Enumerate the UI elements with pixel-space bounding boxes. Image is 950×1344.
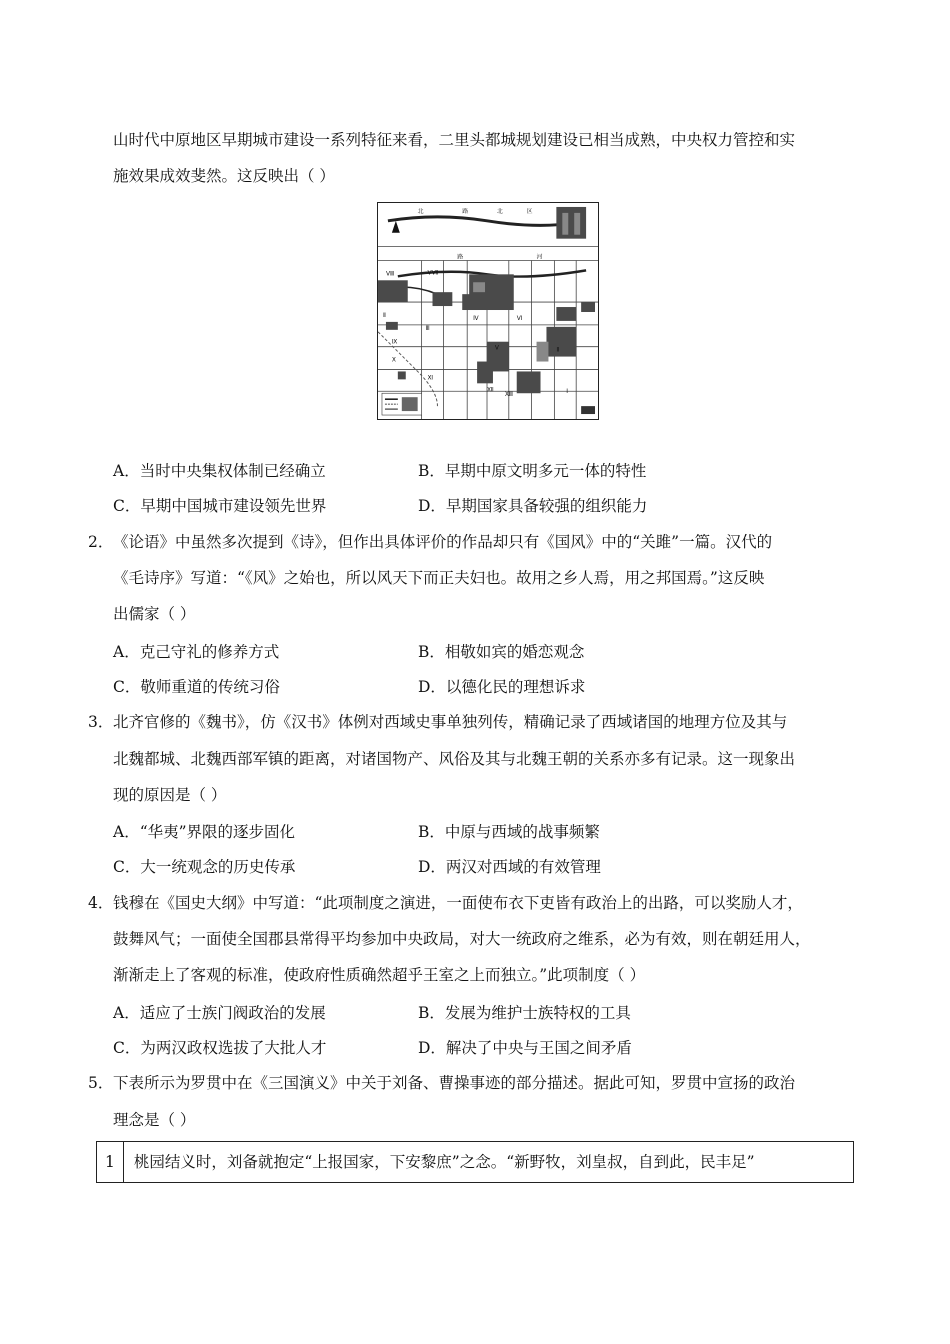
- svg-text:北: 北: [496, 207, 503, 215]
- svg-text:VⅦ: VⅦ: [427, 269, 439, 277]
- q4-option-c[interactable]: C．为两汉政权选拔了大批人才: [113, 1039, 327, 1057]
- q3-option-d[interactable]: D．两汉对西域的有效管理: [418, 858, 601, 876]
- q5-stem-line2: 理念是（ ）: [113, 1111, 196, 1129]
- q2-stem-line2: 《毛诗序》写道：“《风》之始也，所以风天下而正夫妇也。故用之乡人焉，用之邦国焉。”这反映: [113, 569, 765, 587]
- q4-number: 4．: [88, 894, 114, 912]
- q4-option-a[interactable]: A．适应了士族门阀政治的发展: [113, 1004, 326, 1022]
- q5-number: 5．: [88, 1074, 114, 1092]
- q3-stem-line2: 北魏都城、北魏西部军镇的距离，对诸国物产、风俗及其与北魏王朝的关系亦多有记录。这一现象出: [113, 750, 796, 768]
- q2-option-b[interactable]: B．相敬如宾的婚恋观念: [418, 643, 585, 661]
- svg-text:Ⅸ: Ⅸ: [391, 338, 398, 346]
- q2-option-d[interactable]: D．以德化民的理想诉求: [418, 678, 586, 696]
- svg-text:Ⅴ: Ⅴ: [494, 344, 499, 352]
- svg-text:区: 区: [526, 207, 533, 215]
- svg-text:Ⅹ: Ⅹ: [391, 356, 396, 364]
- q3-option-c[interactable]: C．大一统观念的历史传承: [113, 858, 296, 876]
- q3-option-b[interactable]: B．中原与西域的战事频繁: [418, 823, 600, 841]
- svg-text:北: 北: [417, 207, 424, 215]
- q5-table: [96, 1141, 854, 1183]
- q2-option-c[interactable]: C．敬师重道的传统习俗: [113, 678, 280, 696]
- q3-number: 3．: [88, 713, 114, 731]
- q5-stem-line1: 下表所示为罗贯中在《三国演义》中关于刘备、曹操事迹的部分描述。据此可知，罗贯中宣扬的政治: [113, 1074, 796, 1092]
- q4-option-d[interactable]: D．解决了中央与王国之间矛盾: [418, 1039, 632, 1057]
- table-row: [97, 1142, 854, 1183]
- q2-number: 2．: [88, 533, 114, 551]
- svg-text:Ⅵ: Ⅵ: [516, 314, 523, 322]
- svg-text:XⅢ: XⅢ: [504, 391, 514, 399]
- q2-stem-line1: 《论语》中虽然多次提到《诗》，但作出具体评价的作品却只有《国风》中的“关雎”一篇。汉代的: [113, 533, 773, 551]
- q4-stem-line2: 鼓舞风气；一面使全国郡县常得平均参加中央政局，对大一统政府之维系，必为有效，则在朝廷用人，: [113, 930, 811, 948]
- q4-stem-line1: 钱穆在《国史大纲》中写道：“此项制度之演进，一面使布衣下吏皆有政治上的出路，可以奖励人才，: [113, 894, 803, 912]
- q3-option-a[interactable]: A．“华夷”界限的逐步固化: [113, 823, 296, 841]
- q1-option-c[interactable]: C．早期中国城市建设领先世界: [113, 497, 327, 515]
- q3-stem-line3: 现的原因是（ ）: [113, 786, 227, 804]
- q1-stem-line2: 施效果成效斐然。这反映出（ ）: [113, 167, 335, 185]
- q1-option-d[interactable]: D．早期国家具备较强的组织能力: [418, 497, 648, 515]
- q2-option-a[interactable]: A．克己守礼的修养方式: [113, 643, 280, 661]
- svg-text:河: 河: [536, 253, 543, 261]
- q4-option-b[interactable]: B．发展为维护士族特权的工具: [418, 1004, 631, 1022]
- table-cell-text: 桃园结义时，刘备就抱定“上报国家，下安黎庶”之念。“新野牧，刘皇叔，自到此，民丰足”: [123, 1142, 853, 1183]
- erlitou-site-map: [377, 202, 599, 420]
- q1-option-b[interactable]: B．早期中原文明多元一体的特性: [418, 462, 647, 480]
- svg-text:Ⅲ: Ⅲ: [425, 324, 430, 332]
- q1-stem-line1: 山时代中原地区早期城市建设一系列特征来看，二里头都城规划建设已相当成熟，中央权力管控和实: [113, 131, 796, 149]
- svg-text:Ⅰ: Ⅰ: [566, 388, 569, 396]
- q1-option-a[interactable]: A．当时中央集权体制已经确立: [113, 462, 326, 480]
- svg-text:Ⅳ: Ⅳ: [473, 314, 479, 322]
- svg-text:路: 路: [462, 207, 469, 215]
- q3-stem-line1: 北齐官修的《魏书》，仿《汉书》体例对西域史事单独列传，精确记录了西域诸国的地理方位及其与: [113, 713, 788, 731]
- q2-stem-line3: 出儒家（ ）: [113, 605, 196, 623]
- svg-text:Ⅱ: Ⅱ: [382, 311, 386, 319]
- table-cell-num: 1: [97, 1142, 124, 1183]
- q4-stem-line3: 渐渐走上了客观的标准，使政府性质确然超乎王室之上而独立。”此项制度（ ）: [113, 966, 646, 984]
- svg-text:Ⅱ: Ⅱ: [556, 346, 560, 354]
- svg-text:VⅢ: VⅢ: [385, 270, 395, 278]
- legend-icon: [382, 393, 422, 415]
- svg-text:路: 路: [457, 253, 464, 261]
- north-arrow-icon: [392, 221, 400, 233]
- svg-text:Ⅺ: Ⅺ: [427, 374, 434, 382]
- svg-text:Ⅻ: Ⅻ: [487, 386, 494, 394]
